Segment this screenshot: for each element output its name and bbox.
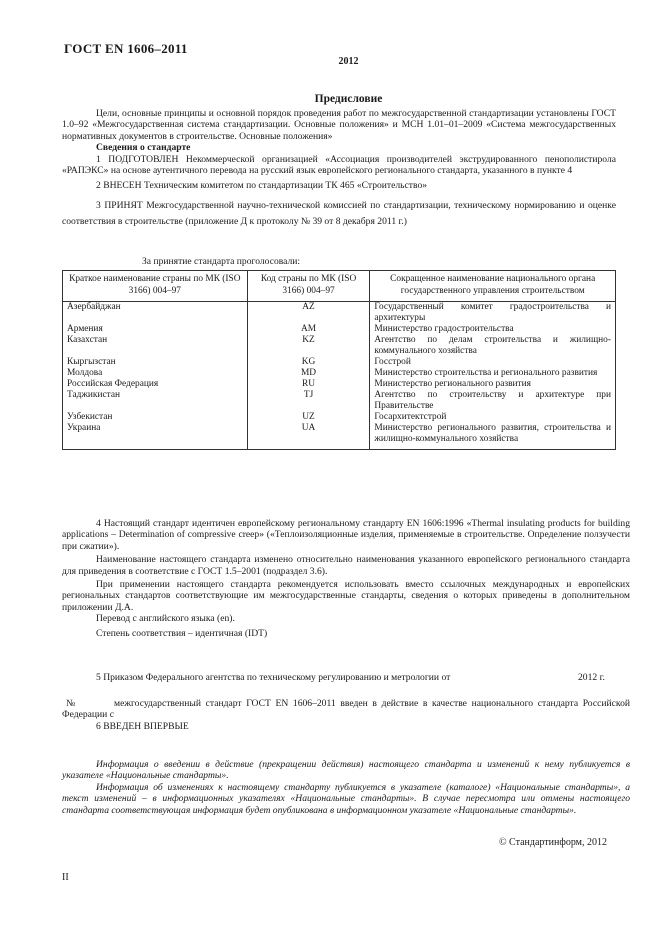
table-cell: Министерство строительства и регионального развития <box>374 368 598 378</box>
table-row <box>63 302 616 325</box>
table-row <box>63 324 616 335</box>
table-cell: Министерство регионального развития, строительства и жилищно-коммунального хозяйства <box>374 423 611 444</box>
document-year: 2012 <box>338 56 359 67</box>
item-6: 6 ВВЕДЕН ВПЕРВЫЕ <box>96 720 189 732</box>
conformity-degree: Степень соответствия – идентичная (IDT) <box>96 627 268 639</box>
table-row <box>63 423 616 450</box>
table-row <box>63 357 616 368</box>
table-row <box>63 390 616 412</box>
intro-block <box>62 108 616 230</box>
table-cell: Армения <box>63 324 248 335</box>
table-cell: Казахстан <box>63 335 248 357</box>
voted-caption: За принятие стандарта проголосовали: <box>142 256 301 267</box>
item-5-text-block <box>62 698 630 732</box>
table-cell: Украина <box>63 423 248 450</box>
table-row <box>63 335 616 357</box>
item-5-number-sign: № <box>66 698 76 709</box>
table-cell: Таджикистан <box>63 390 248 412</box>
table-cell: MD <box>247 368 370 379</box>
about-heading: Сведения о стандарте <box>96 142 191 154</box>
note-changes: Информация об изменениях к настоящему стандарту публикуется в указателе (каталоге) «Национальные стандарты», а текст изменений – в информационных указателях «Национальные стандарты». В случае пересмотра или отмены настоящего стандарта соответствующая информация будет опубликована в информационном указателе «Национальные стандарты». <box>62 781 630 816</box>
table-cell: Министерство регионального развития <box>374 379 531 389</box>
page-number: II <box>62 872 69 883</box>
table-cell: Госстрой <box>374 357 411 367</box>
item-5-text: межгосударственный стандарт ГОСТ EN 1606–2011 введен в действие в качестве национального стандарта Российской Федерации с <box>62 698 630 721</box>
items-block <box>62 518 630 639</box>
table-cell: Агентство по делам строительства и жилищно-коммунального хозяйства <box>374 335 611 356</box>
table-cell: Азербайджан <box>63 302 248 325</box>
item-1: 1 ПОДГОТОВЛЕН Некоммерческой организацией «Ассоциация производителей экструдированного пенополистирола «РАПЭКС» на основе аутентичного перевода на русский язык европейского регионального стандарта, указанного в пункте 4 <box>62 153 616 177</box>
table-header-country: Краткое наименование страны по МК (ISO 3166) 004–97 <box>63 271 248 302</box>
table-header-authority: Сокращенное наименование национального органа государственного управления строительством <box>370 271 616 302</box>
table-cell: UA <box>247 423 370 450</box>
table-cell: AZ <box>247 302 370 325</box>
table-cell: RU <box>247 379 370 390</box>
item-4-references-note: При применении настоящего стандарта рекомендуется использовать вместо ссылочных международных и европейских региональных стандартов соответствующие им межгосударственные стандарты, сведения о которых приведены в дополнительном приложении Д.А. <box>62 579 630 613</box>
table-cell: UZ <box>247 412 370 423</box>
table-cell: Кыргызстан <box>63 357 248 368</box>
table-cell: Молдова <box>63 368 248 379</box>
table-cell: Агентство по строительству и архитектуре при Правительстве <box>374 390 611 411</box>
document-code: ГОСТ EN 1606–2011 <box>64 41 188 56</box>
translation-note: Перевод с английского языка (en). <box>96 613 235 625</box>
table-cell: Государственный комитет градостроительства и архитектуры <box>374 302 611 323</box>
item-4-name-note: Наименование настоящего стандарта изменено относительно наименования указанного европейского регионального стандарта для приведения в соответствие с ГОСТ 1.5–2001 (подраздел 3.6). <box>62 554 630 577</box>
item-4: 4 Настоящий стандарт идентичен европейскому региональному стандарту EN 1606:1996 «Thermal insulating products for building applications – Determination of compressive creep» («Теплоизоляционные изделия, применяемые в строительстве. Определение ползучести при сжатии»). <box>62 518 630 552</box>
table-cell: Министерство градостроительства <box>374 324 514 334</box>
table-cell: Узбекистан <box>63 412 248 423</box>
item-3: 3 ПРИНЯТ Межгосударственной научно-технической комиссией по стандартизации, техническому нормированию и оценке соответствия в строительстве (приложение Д к протоколу № 39 от 8 декабря 2011 г.) <box>62 199 616 227</box>
table-row <box>63 412 616 423</box>
table-cell: KZ <box>247 335 370 357</box>
item-2: 2 ВНЕСЕН Техническим комитетом по стандартизации ТК 465 «Строительство» <box>96 180 428 192</box>
table-row <box>63 379 616 390</box>
table-cell: Госархитектстрой <box>374 412 447 422</box>
table-row <box>63 368 616 379</box>
table-header-code: Код страны по МК (ISO 3166) 004–97 <box>247 271 370 302</box>
item-5-date: 2012 г. <box>578 672 605 683</box>
copyright: © Стандартинформ, 2012 <box>498 837 607 848</box>
members-table <box>62 270 616 450</box>
table-cell: KG <box>247 357 370 368</box>
table-cell: AM <box>247 324 370 335</box>
table-cell: TJ <box>247 390 370 412</box>
note-introduction: Информация о введении в действие (прекращении действия) настоящего стандарта и изменений к нему публикуется в указателе «Национальные стандарты». <box>62 759 630 782</box>
section-title: Предисловие <box>314 93 383 105</box>
notes-block <box>62 759 630 816</box>
table-cell: Российская Федерация <box>63 379 248 390</box>
item-5: 5 Приказом Федерального агентства по техническому регулированию и метрологии от <box>96 672 451 683</box>
intro-paragraph: Цели, основные принципы и основной порядок проведения работ по межгосударственной стандартизации установлены ГОСТ 1.0–92 «Межгосударственная система стандартизации. Основные положения» и МСН 1.01–01–2009 «Система межгосударственных нормативных документов в строительстве. Основные положения» <box>62 108 616 142</box>
